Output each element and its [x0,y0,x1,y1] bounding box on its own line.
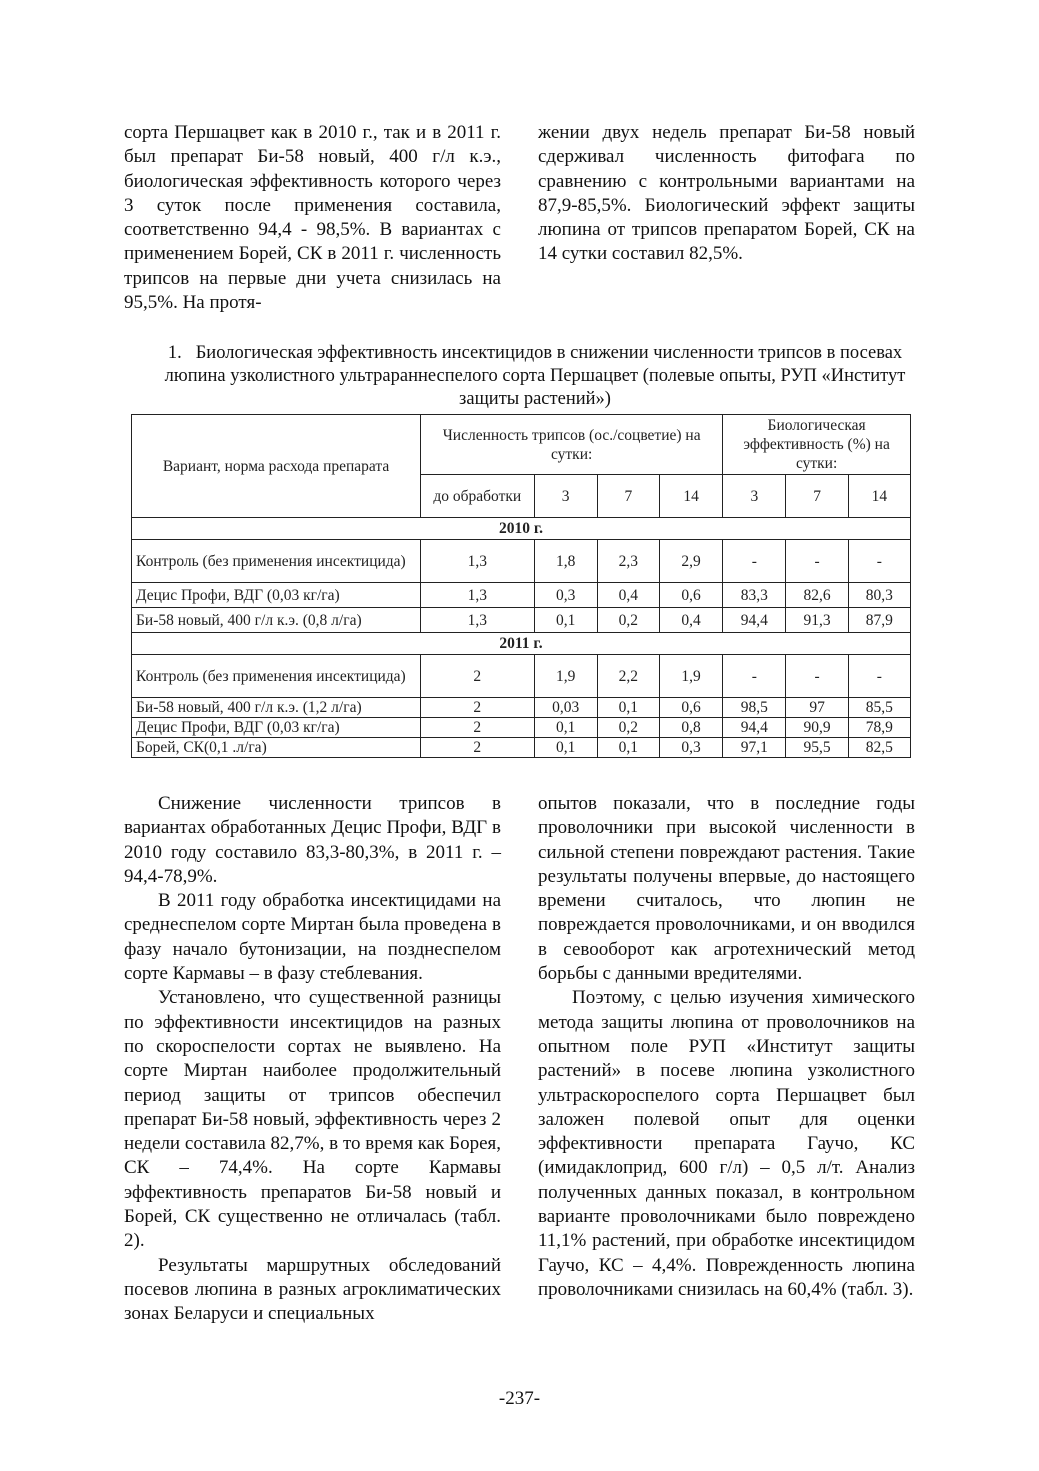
variant-cell: Децис Профи, ВДГ (0,03 кг/га) [132,718,421,738]
paragraph: Снижение численности трипсов в вариантах обработанных Децис Профи, ВДГ в 2010 году составило 83,3-80,3%, в 2011 г. – 94,4-78,9%. [124,793,501,887]
count-d14: 0,4 [659,608,722,633]
count-before: 2 [421,698,534,718]
paragraph: Поэтому, с целью изучения химического метода защиты люпина от проволочников на опытном поле РУП «Институт защиты растений» в посеве люпина узколистного ультраскороспелого сорта Першацвет был заложен полевой опыт для оценки эффективности препарата Гаучо, КС (имидаклоприд, 600 г/л) – 0,5 л/т. Анализ полученных данных показал, в контрольном варианте проволочниками было повреждено 11,1% растений, при обработке инсектицидом Гаучо, КС – 4,4%. Поврежденность люпина проволочниками снизилась на 60,4% (табл. 3). [538,987,915,1300]
header-eff-d3: 3 [723,475,786,518]
paragraph: Результаты маршрутных обследований посевов люпина в разных агроклиматических зонах Беларуси и специальных [124,1254,501,1325]
count-d7: 0,2 [597,608,659,633]
eff-d7: 91,3 [786,608,848,633]
header-count-d3: 3 [534,475,597,518]
eff-d7: - [786,655,848,698]
variant-cell: Борей, СК(0,1 .л/га) [132,738,421,758]
eff-d7: 95,5 [786,738,848,758]
header-variant: Вариант, норма расхода препарата [132,415,421,518]
eff-d14: 80,3 [848,583,910,608]
efficacy-table [131,414,911,758]
paragraph: Установлено, что существенной разницы по эффективности инсектицидов на разных по скороспелости сортах не выявлено. На сорте Миртан наиболее продолжительный период защиты от трипсов обеспечил препарат Би-58 новый, эффективность через 2 недели составила 82,7%, в то время как Борея, СК – 74,4%. На сорте Кармавы эффективность препаратов Би-58 новый и Борей, СК существенно не отличалась (табл. 2). [124,987,501,1252]
eff-d3: - [723,655,786,698]
paragraph: В 2011 году обработка инсектицидами на среднеспелом сорте Миртан была проведена в фазу начало бутонизации, на позднеспелом сорте Кармавы – в фазу стеблевания. [124,890,501,985]
eff-d14: - [848,540,910,583]
eff-d14: 82,5 [848,738,910,758]
header-before: до обработки [421,475,534,518]
eff-d3: 94,4 [723,608,786,633]
count-d3: 0,1 [534,718,597,738]
count-d7: 2,3 [597,540,659,583]
eff-d7: 82,6 [786,583,848,608]
count-d7: 0,1 [597,738,659,758]
variant-cell: Контроль (без применения инсектицида) [132,655,421,698]
count-d7: 2,2 [597,655,659,698]
count-before: 1,3 [421,608,534,633]
header-eff-d14: 14 [848,475,910,518]
eff-d3: 97,1 [723,738,786,758]
top-right-paragraph: жении двух недель препарат Би-58 новый сдерживал численность фитофага по сравнению с контрольными вариантами на 87,9-85,5%. Биологический эффект защиты люпина от трипсов препаратом Борей, СК на 14 сутки составил 82,5%. [538,122,915,265]
eff-d14: - [848,655,910,698]
eff-d14: 87,9 [848,608,910,633]
page-number: -237- [498,1388,541,1409]
count-d7: 0,2 [597,718,659,738]
count-d3: 1,8 [534,540,597,583]
header-count-d14: 14 [659,475,722,518]
paragraph: опытов показали, что в последние годы проволочники при высокой численности в сильной степени повреждают растения. Такие результаты получены впервые, до настоящего времени считалось, что люпин не повреждается проволочниками, и он вводился в севооборот как агротехнический метод борьбы с данными вредителями. [538,793,915,985]
eff-d14: 85,5 [848,698,910,718]
count-d3: 1,9 [534,655,597,698]
eff-d7: 90,9 [786,718,848,738]
header-count-d7: 7 [597,475,659,518]
count-d7: 0,1 [597,698,659,718]
eff-d7: - [786,540,848,583]
eff-d3: 83,3 [723,583,786,608]
count-d7: 0,4 [597,583,659,608]
count-d14: 0,6 [659,583,722,608]
count-before: 1,3 [421,540,534,583]
count-d14: 2,9 [659,540,722,583]
header-eff-d7: 7 [786,475,848,518]
count-d3: 0,03 [534,698,597,718]
table-caption [150,342,920,411]
variant-cell: Контроль (без применения инсектицида) [132,540,421,583]
count-before: 2 [421,655,534,698]
count-d14: 0,3 [659,738,722,758]
count-d3: 0,1 [534,738,597,758]
count-d3: 0,3 [534,583,597,608]
count-d14: 0,6 [659,698,722,718]
right-column [538,792,915,1302]
variant-cell: Децис Профи, ВДГ (0,03 кг/га) [132,583,421,608]
header-count-group: Численность трипсов (ос./соцветие) на сутки: [421,415,723,475]
left-column [124,792,501,1327]
year-row-2010: 2010 г. [132,518,911,540]
eff-d7: 97 [786,698,848,718]
table-caption-text: Биологическая эффективность инсектицидов в снижении численности трипсов в посевах люпина узколистного ультрараннеспелого сорта Першацвет (полевые опыты, РУП «Институт защиты растений») [164,343,906,409]
count-d14: 0,8 [659,718,722,738]
header-efficacy-group: Биологическая эффективность (%) на сутки: [723,415,911,475]
eff-d3: - [723,540,786,583]
count-before: 1,3 [421,583,534,608]
count-d14: 1,9 [659,655,722,698]
count-before: 2 [421,738,534,758]
eff-d3: 98,5 [723,698,786,718]
variant-cell: Би-58 новый, 400 г/л к.э. (0,8 л/га) [132,608,421,633]
variant-cell: Би-58 новый, 400 г/л к.э. (1,2 л/га) [132,698,421,718]
eff-d14: 78,9 [848,718,910,738]
top-left-paragraph: сорта Першацвет как в 2010 г., так и в 2011 г. был препарат Би-58 новый, 400 г/л к.э., биологическая эффективность которого через 3 суток после применения составила, соответственно 94,4 - 98,5%. В вариантах с применением Борей, СК в 2011 г. численность трипсов на первые дни учета снизилась на 95,5%. На протя- [124,122,501,314]
count-d3: 0,1 [534,608,597,633]
count-before: 2 [421,718,534,738]
year-row-2011: 2011 г. [132,633,911,655]
eff-d3: 94,4 [723,718,786,738]
table-number: 1. [167,343,182,363]
